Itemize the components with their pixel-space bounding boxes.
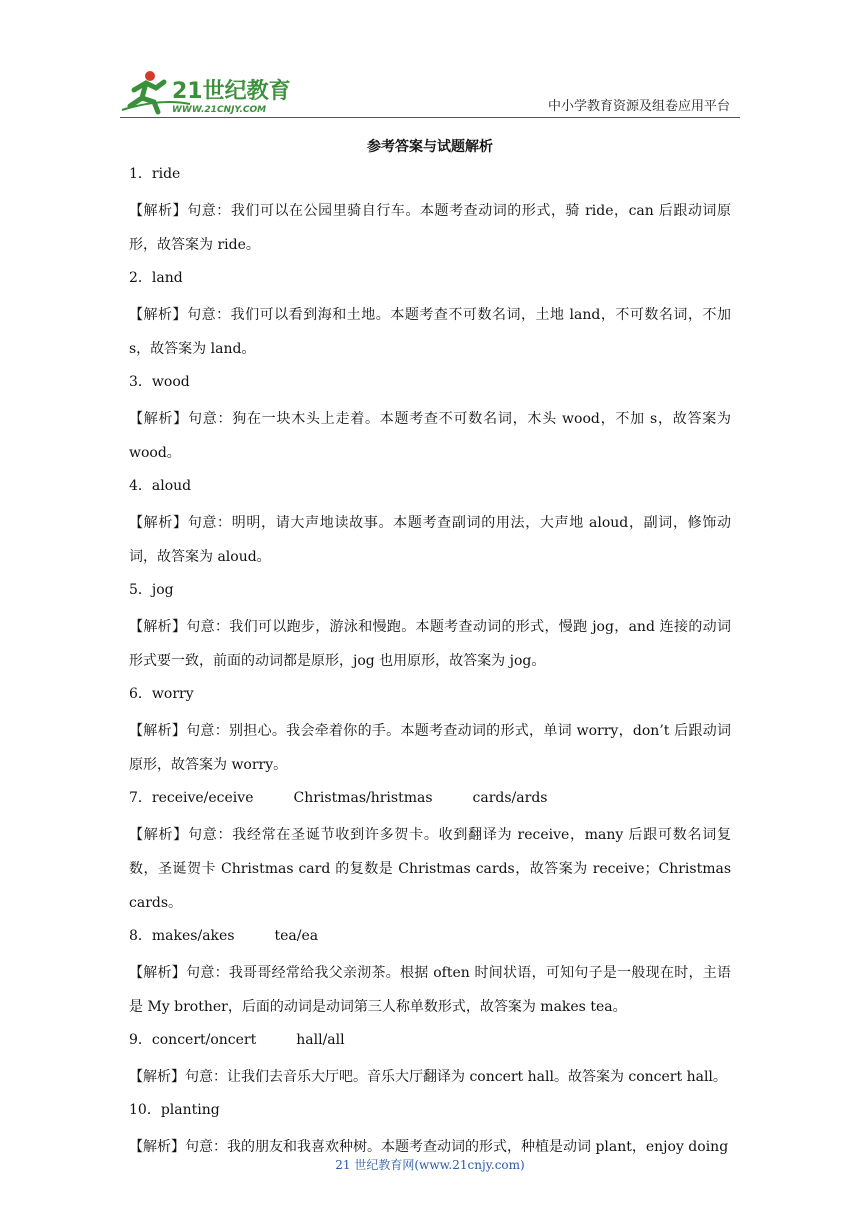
answer-item	[129, 788, 731, 920]
answer-blank: 6．worry	[129, 686, 194, 702]
answer-line	[129, 926, 731, 946]
answer-blank: Christmas/hristmas	[293, 790, 433, 806]
answer-line	[129, 580, 731, 600]
page-title: 参考答案与试题解析	[367, 139, 493, 155]
explanation-text: 【解析】句意：我经常在圣诞节收到许多贺卡。收到翻译为 receive，many 后跟可数名词复数，圣诞贺卡 Christmas card 的复数是 Christmas cards，故答案为 receive；Christmas cards。	[129, 827, 731, 911]
explanation-text: 【解析】句意：别担心。我会牵着你的手。本题考查动词的形式，单词 worry，don’t 后跟动词原形，故答案为 worry。	[129, 723, 731, 773]
page-footer: 21 世纪教育网(www.21cnjy.com)	[335, 1158, 525, 1172]
explanation-text: 【解析】句意：明明，请大声地读故事。本题考查副词的用法，大声地 aloud，副词，修饰动词，故答案为 aloud。	[129, 515, 731, 565]
answer-item	[129, 372, 731, 470]
answer-line	[129, 1100, 731, 1120]
answer-blank: 7．receive/eceive	[129, 790, 254, 806]
answer-item	[129, 1030, 731, 1094]
page-header	[0, 0, 860, 120]
answer-blank: tea/ea	[274, 928, 319, 944]
explanation-text: 【解析】句意：让我们去音乐大厅吧。音乐大厅翻译为 concert hall。故答案为 concert hall。	[129, 1069, 727, 1085]
answer-item	[129, 1100, 731, 1164]
answer-item	[129, 268, 731, 366]
answer-line	[129, 788, 731, 808]
answer-blank: 5．jog	[129, 582, 174, 598]
answer-line	[129, 372, 731, 392]
svg-text:WWW.21CNJY.COM: WWW.21CNJY.COM	[172, 105, 267, 115]
explanation-text: 【解析】句意：我哥哥经常给我父亲沏茶。根据 often 时间状语，可知句子是一般现在时，主语是 My brother，后面的动词是动词第三人称单数形式，故答案为 makes tea。	[129, 965, 731, 1015]
header-divider	[120, 117, 740, 118]
answer-blank: 8．makes/akes	[129, 928, 235, 944]
answer-blank: hall/all	[296, 1032, 345, 1048]
answer-item	[129, 580, 731, 678]
answer-item	[129, 684, 731, 782]
answer-blank: 10．planting	[129, 1102, 220, 1118]
answer-blank: 3．wood	[129, 374, 190, 390]
answer-list	[129, 164, 731, 1170]
answer-blank: 1．ride	[129, 166, 181, 182]
answer-line	[129, 1030, 731, 1050]
site-logo	[120, 68, 300, 118]
answer-line	[129, 164, 731, 184]
answer-blank: cards/ards	[472, 790, 548, 806]
answer-line	[129, 684, 731, 704]
answer-blank: 9．concert/oncert	[129, 1032, 257, 1048]
answer-blank: 4．aloud	[129, 478, 192, 494]
answer-item	[129, 164, 731, 262]
explanation-text: 【解析】句意：我们可以在公园里骑自行车。本题考查动词的形式，骑 ride，can 后跟动词原形，故答案为 ride。	[129, 203, 731, 253]
explanation-text: 【解析】句意：狗在一块木头上走着。本题考查不可数名词，木头 wood，不加 s，故答案为 wood。	[129, 411, 731, 461]
explanation-text: 【解析】句意：我们可以看到海和土地。本题考查不可数名词，土地 land，不可数名词，不加 s，故答案为 land。	[129, 307, 731, 357]
answer-blank: 2．land	[129, 270, 183, 286]
answer-line	[129, 476, 731, 496]
answer-line	[129, 268, 731, 288]
explanation-text: 【解析】句意：我的朋友和我喜欢种树。本题考查动词的形式，种植是动词 plant，enjoy doing	[129, 1139, 729, 1155]
answer-item	[129, 926, 731, 1024]
svg-text:21世纪教育: 21世纪教育	[172, 79, 291, 104]
platform-name: 中小学教育资源及组卷应用平台	[547, 99, 730, 114]
explanation-text: 【解析】句意：我们可以跑步，游泳和慢跑。本题考查动词的形式，慢跑 jog，and 连接的动词形式要一致，前面的动词都是原形，jog 也用原形，故答案为 jog。	[129, 619, 731, 669]
runner-logo-icon	[120, 68, 300, 118]
answer-item	[129, 476, 731, 574]
